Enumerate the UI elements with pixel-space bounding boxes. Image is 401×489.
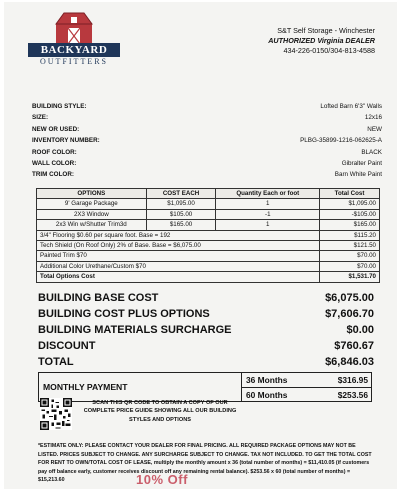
option-qty: -1 [216,209,320,219]
spec-value: PLBG-35899-1216-062625-A [300,137,382,145]
extra-option-name: 3/4" Flooring $0.60 per square foot. Base = 192 [37,230,320,240]
total-options-row [37,272,380,282]
extra-option-total: $115.20 [320,230,380,240]
dealer-phones: 434-226-0150/304-813-4588 [283,46,375,55]
table-row [37,241,380,251]
price-sheet [4,2,397,489]
dealer-info [268,26,375,56]
option-cost: $1,095.00 [146,199,216,209]
header-total-cost: Total Cost [320,189,380,199]
option-cost: $105.00 [146,209,216,219]
spec-row [32,101,382,112]
term-amount: $316.95 [337,375,368,385]
spec-value: Gibralter Paint [341,159,382,167]
summary-value: $6,075.00 [325,292,374,304]
barn-icon [52,10,96,44]
spec-label: NEW OR USED: [32,125,80,133]
spec-value: 12x16 [364,114,382,122]
option-qty: 1 [216,220,320,230]
total-options-label: Total Options Cost [37,272,320,282]
summary-label: BUILDING MATERIALS SURCHARGE [38,324,232,336]
spec-value: Lofted Barn 6'3" Walls [320,103,382,110]
summary-row [38,306,374,322]
table-row [37,220,380,230]
table-row [37,209,380,219]
spec-row [32,169,382,180]
term-amount: $253.56 [337,390,368,400]
summary-row [38,354,374,370]
building-specs [32,101,382,181]
monthly-payment-box [38,372,372,402]
spec-value: Barn White Paint [334,171,382,179]
spec-label: BUILDING STYLE: [32,103,87,110]
spec-row [32,147,382,158]
header-quantity: Quantity Each or foot [216,189,320,199]
option-total: $1,095.00 [320,199,380,209]
summary-row [38,322,374,338]
estimate-disclaimer: *ESTIMATE ONLY: PLEASE CONTACT YOUR DEALER FOR FINAL PRICING. ALL REQUIRED PACKAGE OPTIONS MAY NOT BE LISTED. PRICES SUBJECT TO CHANGE. ANY SURCHARGE SUBJECT TO CHANGE. TAX NOT INCLUDED. TO GET THE TOTAL COST FOR RENT TO OWN/TOTAL COST OF LEASE, multiply the monthly amount x 36 (total number of months) = $11,410.05 (if customers pay off balance early, customer receives discount off any remaining rental balance). $253.56 x 60 (total number of months) = $15,213.60 [38,443,372,483]
extra-option-name: Additional Color Urethane/Custom $70 [37,261,320,271]
option-total: -$105.00 [320,209,380,219]
spec-value: NEW [367,125,382,133]
spec-row [32,158,382,169]
summary-value: $6,846.03 [325,356,374,368]
monthly-payment-label: MONTHLY PAYMENT [43,382,128,392]
cost-summary [38,290,374,370]
options-table [36,188,380,283]
spec-label: SIZE: [32,114,49,122]
option-qty: 1 [216,199,320,209]
term-label: 60 Months [246,390,288,400]
table-row [37,261,380,271]
dealer-authorized: AUTHORIZED Virginia DEALER [268,36,375,45]
term-row [242,387,372,402]
option-cost: $165.00 [146,220,216,230]
dealer-name: S&T Self Storage - Winchester [277,26,375,35]
summary-value: $7,606.70 [325,308,374,320]
summary-row [38,290,374,306]
table-row [37,251,380,261]
summary-value: $760.67 [334,340,374,352]
spec-label: INVENTORY NUMBER: [32,137,100,145]
spec-row [32,135,382,146]
extra-option-total: $70.00 [320,261,380,271]
summary-label: DISCOUNT [38,340,96,352]
table-row [37,199,380,209]
option-total: $165.00 [320,220,380,230]
summary-row [38,338,374,354]
term-row [242,373,372,387]
qr-instructions: SCAN THIS QR CODE TO OBTAIN A COPY OF OUR COMPLETE PRICE GUIDE SHOWING ALL OUR BUILDING STYLES AND OPTIONS [83,400,237,423]
table-row [37,230,380,240]
monthly-terms [241,373,372,401]
discount-stamp: 10% Off [136,472,188,487]
extra-option-total: $121.50 [320,241,380,251]
total-options-value: $1,531.70 [320,272,380,282]
spec-value: BLACK [361,148,382,156]
header-options: OPTIONS [37,189,147,199]
extra-option-name: Tech Shield (On Roof Only) 2% of Base. Base = $6,075.00 [37,241,320,251]
options-header-row [37,189,380,199]
extra-option-total: $70.00 [320,251,380,261]
spec-row [32,112,382,123]
summary-label: BUILDING COST PLUS OPTIONS [38,308,210,320]
option-name: 2X3 Window [37,209,147,219]
qr-code-icon[interactable] [40,398,72,430]
extra-option-name: Painted Trim $70 [37,251,320,261]
logo-word-outfitters: OUTFITTERS [40,57,108,66]
summary-value: $0.00 [346,324,374,336]
logo-word-backyard: BACKYARD [28,43,120,57]
header-cost-each: COST EACH [146,189,216,199]
option-name: 2x3 Win w/Shutter Trim3d [37,220,147,230]
term-label: 36 Months [246,375,288,385]
summary-label: TOTAL [38,356,74,368]
spec-label: TRIM COLOR: [32,171,74,179]
backyard-outfitters-logo [28,10,120,68]
summary-label: BUILDING BASE COST [38,292,159,304]
spec-row [32,124,382,135]
spec-label: WALL COLOR: [32,159,77,167]
spec-label: ROOF COLOR: [32,148,77,156]
option-name: 9' Garage Package [37,199,147,209]
